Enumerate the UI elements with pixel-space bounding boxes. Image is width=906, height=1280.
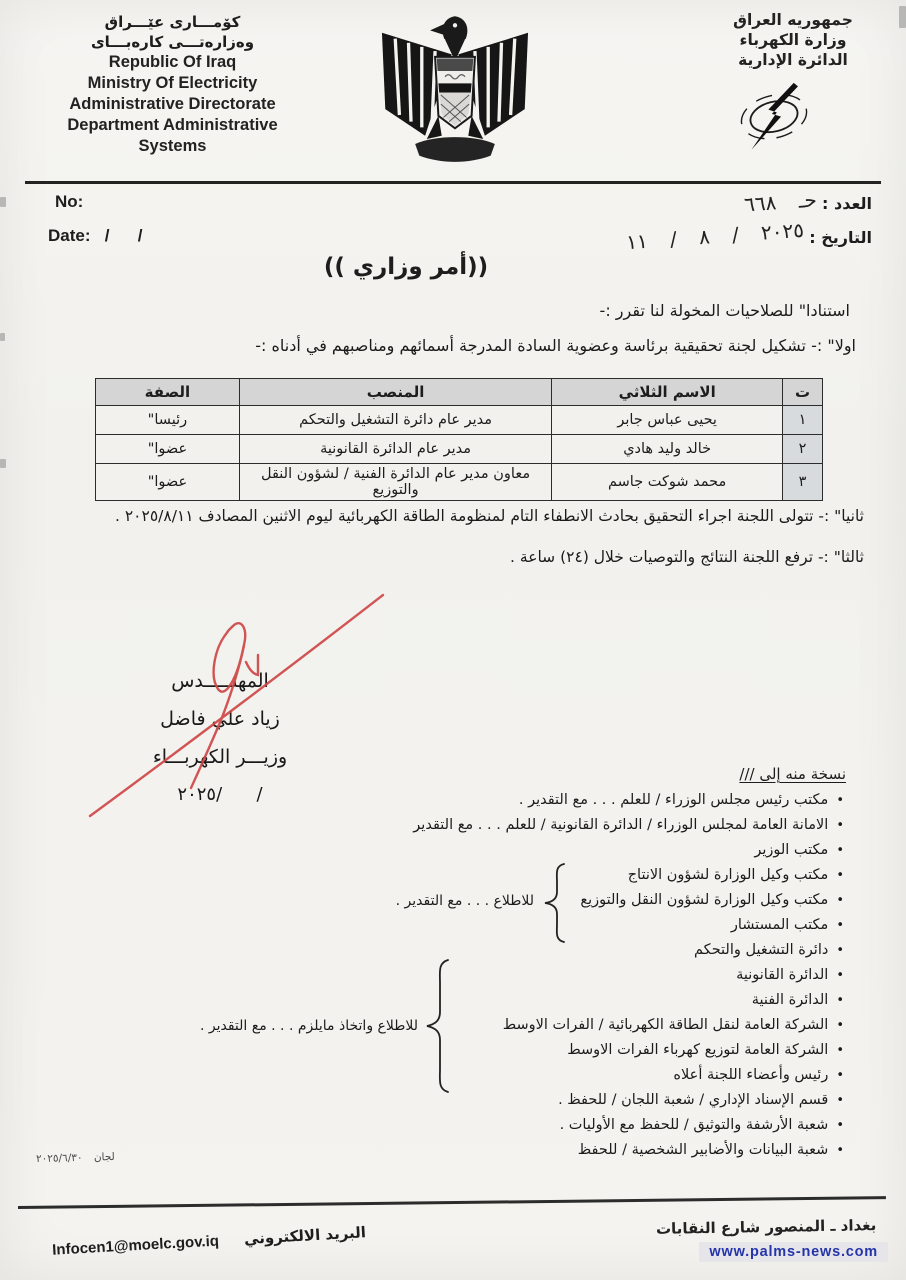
- signatory-name: زياد علي فاضل: [160, 708, 280, 730]
- col-header-role: الصفة: [96, 379, 240, 406]
- third-clause: ثالثا" :- ترفع اللجنة النتائج والتوصيات خلال (٢٤) ساعة .: [510, 548, 864, 566]
- tarikh-label: التاريخ :: [809, 228, 872, 247]
- first-clause: اولا" :- تشكيل لجنة تحقيقية برئاسة وعضوية السادة المدرجة أسمائهم ومناصبهم في أدناه :-: [255, 336, 856, 355]
- arabic-title-line: جمهوريه العراق: [733, 11, 853, 29]
- arabic-title-line: وزارة الكهرباء: [739, 31, 847, 49]
- footer-email-label: البريد الالكتروني: [243, 1223, 367, 1249]
- date-label-line: [48, 226, 142, 246]
- date-slashes: / /: [104, 226, 143, 245]
- english-title-line: Ministry Of Electricity: [87, 74, 258, 92]
- cell-position: معاون مدير عام الدائرة الفنية / لشؤون النقل والتوزيع: [239, 464, 552, 501]
- list-item: • مكتب وكيل الوزارة لشؤون النقل والتوزيع: [44, 888, 844, 913]
- kurdish-title-line: كۆمـــارى عێـــراق: [104, 13, 241, 31]
- header-right-block: [708, 10, 878, 70]
- list-item: • مكتب رئيس مجلس الوزراء / للعلم . . . مع التقدير .: [44, 788, 844, 813]
- second-clause: ثانيا" :- تتولى اللجنة اجراء التحقيق بحادث الانطفاء التام لمنظومة الطاقة الكهربائية ليوم الاثنين المصادف ٢٠٢٥/٨/١١ .: [114, 507, 864, 525]
- col-header-no: ت: [783, 379, 823, 406]
- arabic-title-line: الدائرة الإدارية: [738, 51, 848, 69]
- cell-role: رئيسا": [96, 406, 240, 435]
- list-item: • الشركة العامة لتوزيع كهرباء الفرات الاوسط: [44, 1038, 844, 1063]
- document-title: ((أمر وزاري )): [323, 254, 489, 280]
- list-item: • شعبة البيانات والأضابير الشخصية / للحفظ: [44, 1138, 844, 1163]
- table-row: [96, 464, 823, 501]
- english-title-line: Administrative Directorate: [69, 95, 276, 113]
- list-item: • مكتب المستشار: [44, 913, 844, 938]
- list-item: • مكتب الوزير: [44, 838, 844, 863]
- col-header-position: المنصب: [239, 379, 552, 406]
- english-title-line: Department Administrative: [67, 116, 278, 134]
- brace-note-small: للاطلاع . . . مع التقدير .: [395, 893, 534, 909]
- table-row: [96, 435, 823, 464]
- scan-edge-mark: [0, 333, 5, 341]
- committee-table: [95, 378, 823, 501]
- signature-date: ٢٠٢٥/ /: [177, 784, 263, 805]
- no-label: No:: [55, 192, 84, 211]
- table-header-row: [96, 379, 823, 406]
- footer-divider: [18, 1196, 886, 1209]
- english-title-line: Systems: [138, 137, 207, 155]
- list-item: • قسم الإسناد الإداري / شعبة اللجان / للحفظ .: [44, 1088, 844, 1113]
- header-divider: [25, 181, 881, 184]
- cell-role: عضوا": [96, 435, 240, 464]
- brace-note-large: للاطلاع واتخاذ مايلزم . . . مع التقدير .: [199, 1018, 418, 1034]
- cell-name: محمد شوكت جاسم: [552, 464, 783, 501]
- signatory-title: المهنـــــدس: [171, 670, 269, 692]
- intro-paragraph: استنادا" للصلاحيات المخولة لنا تقرر :-: [599, 301, 850, 320]
- table-row: [96, 406, 823, 435]
- col-header-name: الاسم الثلاثي: [552, 379, 783, 406]
- list-item: • شعبة الأرشفة والتوثيق / للحفظ مع الأوليات .: [44, 1113, 844, 1138]
- distribution-header: نسخة منه إلى ///: [739, 765, 846, 783]
- footer-address: بغداد ـ المنصور شارع النقابات: [655, 1216, 877, 1238]
- list-item: • دائرة التشغيل والتحكم: [44, 938, 844, 963]
- electricity-lightning-logo-icon: [728, 80, 820, 158]
- scan-edge-mark: [0, 459, 6, 468]
- cell-name: خالد وليد هادي: [552, 435, 783, 464]
- cell-name: يحيى عباس جابر: [552, 406, 783, 435]
- group-brace-large-icon: [422, 958, 450, 1098]
- kurdish-title-line: وەزارەتـــى كارەبـــاى: [90, 33, 255, 51]
- cell-no: ٣: [783, 464, 823, 501]
- list-item: • مكتب وكيل الوزارة لشؤون الانتاج: [44, 863, 844, 888]
- adad-label: العدد :: [822, 194, 872, 213]
- list-item: • الدائرة الفنية: [44, 988, 844, 1013]
- tarikh-handwritten-value: ٢٠٢٥ / ٨ / ١١: [624, 217, 805, 255]
- list-item: • الدائرة القانونية: [44, 963, 844, 988]
- footer-email-line: [52, 1223, 367, 1259]
- english-title-line: Republic Of Iraq: [108, 53, 237, 71]
- cell-no: ٢: [783, 435, 823, 464]
- list-item: • رئيس وأعضاء اللجنة أعلاه: [44, 1063, 844, 1088]
- archive-annotation: لجان ٢٠٢٥/٦/٣٠: [35, 1150, 115, 1166]
- signatory-role: وزيـــر الكهربـــاء: [152, 746, 288, 768]
- cell-role: عضوا": [96, 464, 240, 501]
- date-label: Date:: [48, 226, 91, 245]
- list-item: • الامانة العامة لمجلس الوزراء / الدائرة القانونية / للعلم . . . مع التقدير: [44, 813, 844, 838]
- iraq-eagle-emblem-icon: [372, 10, 538, 170]
- adad-handwritten-value: حـ ٦٦٨: [742, 187, 818, 217]
- footer-website-link[interactable]: www.palms-news.com: [699, 1242, 888, 1262]
- cell-position: مدير عام الدائرة القانونية: [239, 435, 552, 464]
- group-brace-small-icon: [540, 862, 566, 948]
- list-item: • الشركة العامة لنقل الطاقة الكهربائية / الفرات الاوسط: [44, 1013, 844, 1038]
- adad-line: [738, 187, 872, 217]
- header-left-block: [50, 12, 295, 157]
- cell-position: مدير عام دائرة التشغيل والتحكم: [239, 406, 552, 435]
- footer-email-link[interactable]: Infocen1@moelc.gov.iq: [51, 1232, 220, 1259]
- scan-edge-mark: [899, 6, 906, 28]
- scan-edge-mark: [0, 197, 6, 207]
- cell-no: ١: [783, 406, 823, 435]
- tarikh-line: [620, 217, 872, 255]
